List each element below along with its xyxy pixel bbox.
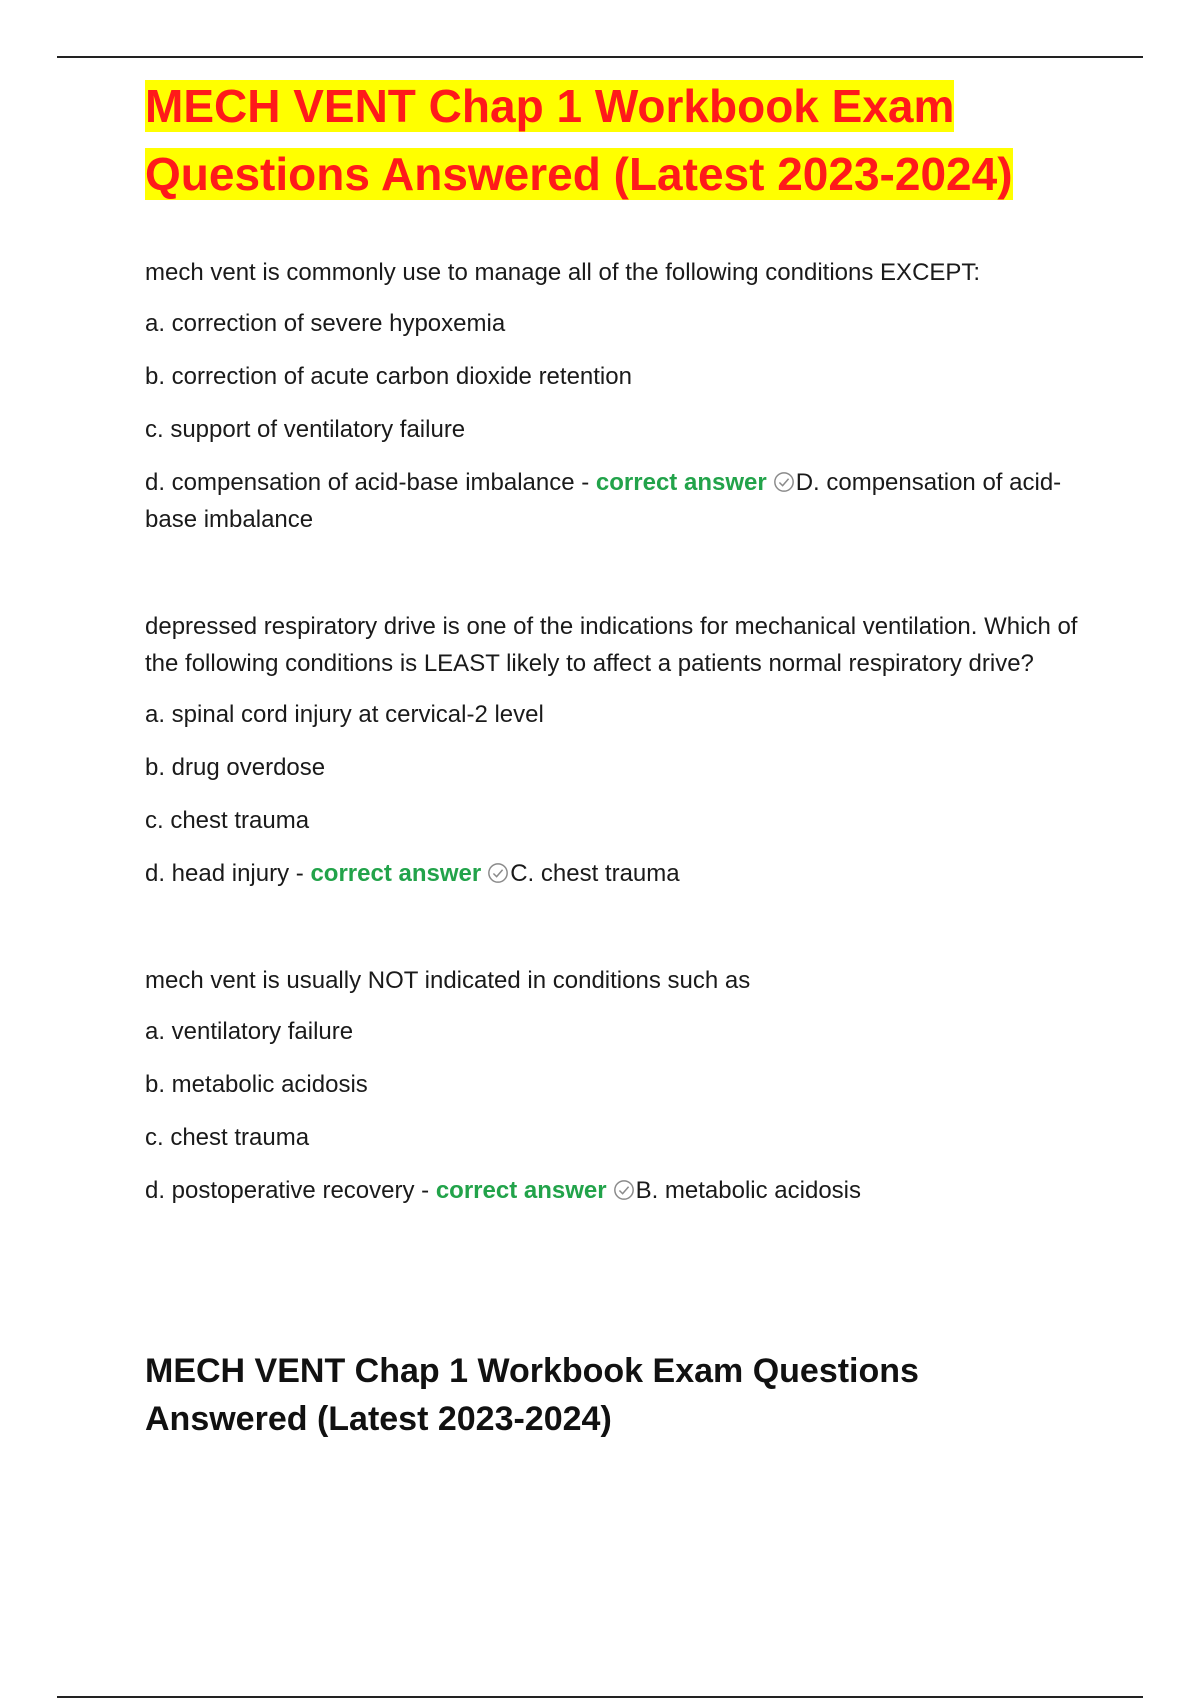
check-circle-icon [487,862,509,884]
question-3-option-d: d. postoperative recovery - [145,1177,430,1204]
question-3-option-d-with-answer [145,1172,1085,1209]
question-3-option-b: b. metabolic acidosis [145,1071,368,1098]
document-title [145,72,1085,208]
question-3-answer: B. metabolic acidosis [635,1177,862,1204]
check-circle-icon [773,471,795,493]
document-title-line-1: MECH VENT Chap 1 Workbook Exam [145,80,955,132]
question-2-option-d: d. head injury - [145,860,304,887]
question-1-option-d-with-answer [145,464,1085,538]
question-1-correct-answer-label: correct answer [595,469,767,496]
footer-title: MECH VENT Chap 1 Workbook Exam Questions Answered (Latest 2023-2024) [145,1352,919,1438]
question-1-prompt: mech vent is commonly use to manage all of the following conditions EXCEPT: [145,259,981,286]
question-3-option-c: c. chest trauma [145,1124,310,1151]
question-2-option-b: b. drug overdose [145,754,326,781]
question-2-correct-answer-label: correct answer [310,860,482,887]
question-3-correct-answer-label: correct answer [435,1177,607,1204]
question-1-option-b: b. correction of acute carbon dioxide retention [145,363,632,390]
question-3-prompt: mech vent is usually NOT indicated in conditions such as [145,967,751,994]
check-circle-icon [613,1179,635,1201]
question-2-option-d-with-answer [145,855,1085,892]
question-1-option-a: a. correction of severe hypoxemia [145,310,506,337]
question-2-answer: C. chest trauma [510,860,680,887]
question-3-option-a: a. ventilatory failure [145,1018,354,1045]
bottom-rule [57,1696,1143,1698]
question-2-option-a: a. spinal cord injury at cervical-2 level [145,701,544,728]
document-body [145,72,1085,1443]
question-2-option-c: c. chest trauma [145,807,310,834]
question-2-prompt: depressed respiratory drive is one of the indications for mechanical ventilation. Which of the following conditions is LEAST likely to affect a patients normal respiratory drive? [145,613,1078,677]
question-1-option-d: d. compensation of acid-base imbalance - [145,469,590,496]
question-1-option-c: c. support of ventilatory failure [145,416,466,443]
top-rule [57,56,1143,58]
question-1-answer: D. compensation of acid-base imbalance [145,469,1062,533]
document-title-line-2: Questions Answered (Latest 2023-2024) [145,148,1013,200]
